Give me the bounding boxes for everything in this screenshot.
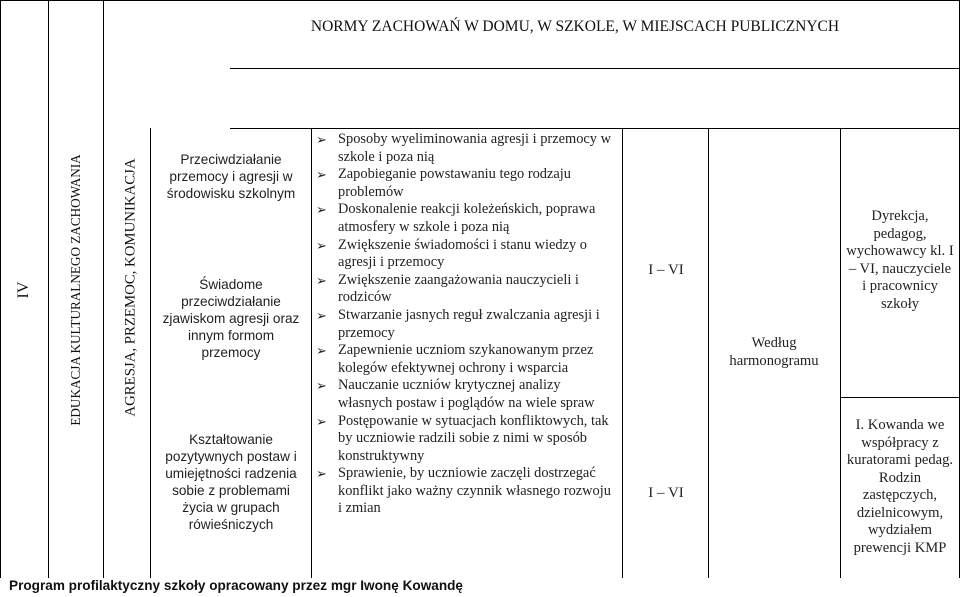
list-item: ➢ Stwarzanie jasnych reguł zwalczania agresji i przemocy <box>316 306 600 341</box>
list-item: ➢ Zapewnienie uczniom szykanowanym przez kolegów efektywnej ochrony i wsparcia <box>316 342 594 376</box>
column-divider <box>150 128 151 578</box>
column-divider <box>48 0 49 578</box>
goal-2: Świadome przeciwdziałanie zjawiskom agresji oraz innym formom przemocy <box>162 277 300 360</box>
topic-label: AGRESJA, PRZEMOC, KOMUNIKACJA <box>122 158 139 417</box>
column-divider <box>840 128 841 578</box>
page-title: NORMY ZACHOWAŃ W DOMU, W SZKOLE, W MIEJSCACH PUBLICZNYCH <box>310 18 840 35</box>
footer-note: Program profilaktyczny szkoły opracowany przez mgr Iwonę Kowandę <box>9 578 463 593</box>
list-item: ➢ Postępowanie w sytuacjach konfliktowych, tak by uczniowie radzili sobie z nimi w sposób konstruktywny <box>316 412 609 464</box>
arrow-bullet-icon: ➢ <box>316 413 327 429</box>
goal-3: Kształtowanie pozytywnych postaw i umiejętności radzenia sobie z problemami życia w grupach rówieśniczych <box>165 432 297 532</box>
classes-cell: I – VI <box>648 485 684 501</box>
list-item: ➢ Zapobieganie powstawaniu tego rodzaju problemów <box>316 166 571 200</box>
table-border-top <box>0 0 960 1</box>
arrow-bullet-icon: ➢ <box>316 132 327 147</box>
schedule-cell: Według harmonogramu <box>729 335 819 369</box>
list-item: ➢ Sprawienie, by uczniowie zaczęli dostrzegać konflikt jako ważny czynnik własnego rozwoju i zmian <box>316 465 611 517</box>
arrow-bullet-icon: ➢ <box>316 378 327 394</box>
goal-1: Przeciwdziałanie przemocy i agresji w środowisku szkolnym <box>166 152 296 201</box>
arrow-bullet-icon: ➢ <box>316 202 327 218</box>
responsible-cell: Dyrekcja, pedagog, wychowawcy kl. I – VI, nauczyciele i pracownicy szkoły <box>846 208 954 312</box>
header-row-border <box>230 128 960 129</box>
arrow-bullet-icon: ➢ <box>316 343 327 359</box>
list-item: ➢ Zwiększenie zaangażowania nauczycieli i rodziców <box>316 271 579 306</box>
responsible-cell: I. Kowanda we współpracy z kuratorami pedag. Rodzin zastępczych, dzielnicowym, wydziałem prewencji KMP <box>846 417 954 556</box>
area-label: EDUKACJA KULTURALNEGO ZACHOWANIA <box>68 154 83 426</box>
title-row-border <box>230 68 960 69</box>
arrow-bullet-icon: ➢ <box>316 272 327 288</box>
list-item: ➢ Doskonalenie reakcji koleżeńskich, poprawa atmosfery w szkole i poza nią <box>316 201 596 235</box>
column-divider <box>708 128 709 578</box>
arrow-bullet-icon: ➢ <box>316 237 327 253</box>
column-divider <box>103 0 104 578</box>
classes-cell: I – VI <box>648 262 684 278</box>
table-border-left <box>0 0 1 578</box>
responsible-divider <box>840 397 960 398</box>
list-item: ➢ Nauczanie uczniów krytycznej analizy własnych postaw i poglądów na wiele spraw <box>316 377 595 411</box>
arrow-bullet-icon: ➢ <box>316 307 327 323</box>
list-item: ➢ Zwiększenie świadomości i stanu wiedzy o agresji i przemocy <box>316 236 587 271</box>
list-item: ➢ Sposoby wyeliminowania agresji i przemocy w szkole i poza nią <box>316 131 611 165</box>
tasks-list <box>316 131 616 518</box>
column-divider <box>622 128 623 578</box>
section-number: IV <box>15 281 32 299</box>
arrow-bullet-icon: ➢ <box>316 167 327 183</box>
column-divider <box>311 128 312 578</box>
arrow-bullet-icon: ➢ <box>316 466 327 482</box>
